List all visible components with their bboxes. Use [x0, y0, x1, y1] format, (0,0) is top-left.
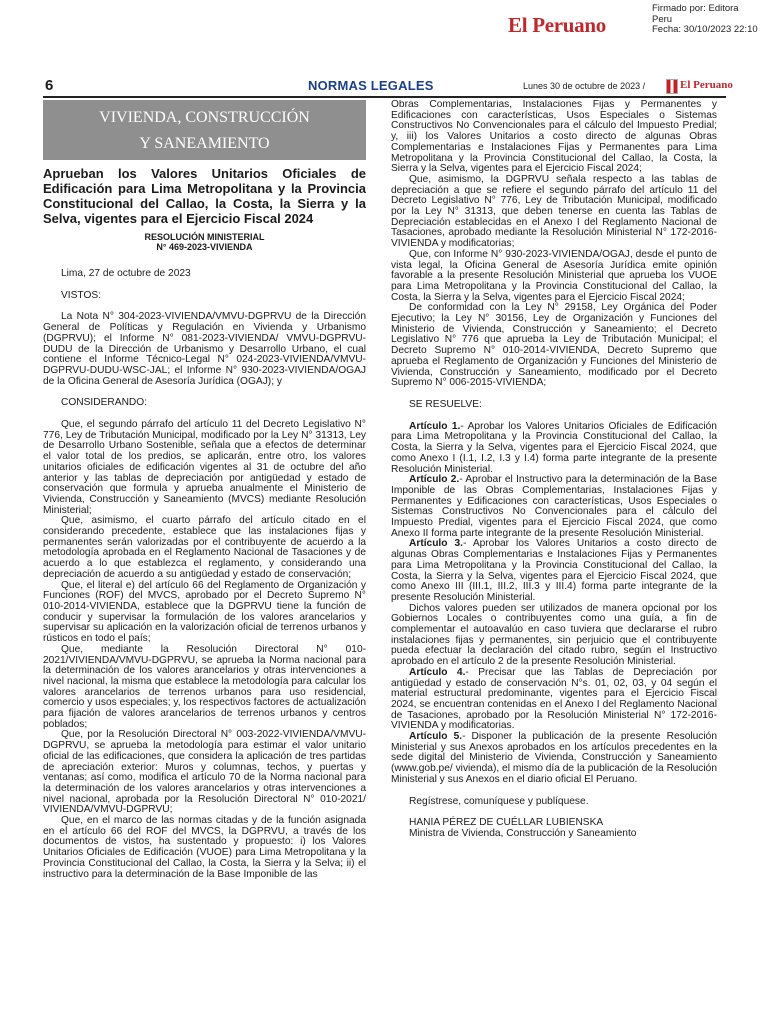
- header-logo: El Peruano: [680, 79, 733, 91]
- considerando-paragraph: De conformidad con la Ley N° 29158, Ley Orgánica del Poder Ejecutivo; la Ley N° 30156, Ley de Organización y Funciones del Ministerio de Vivienda, Construcción y Saneamiento; el Decreto Legislativo N° 776 que aprueba la Ley de Tributación Municipal; el Decreto Supremo N° 010-2014-VIVIENDA, Decreto Supremo que aprueba el Reglamento de Organización y Funciones del Ministerio de Vivienda, Construcción y Saneamiento, modificado por el Decreto Supremo N° 006-2015-VIVIENDA;: [391, 302, 717, 389]
- article-2: [391, 475, 717, 539]
- right-column: [391, 100, 717, 1015]
- article-4: [391, 668, 717, 732]
- considerando-paragraph: Que, en el marco de las normas citadas y de la función asignada en el artículo 66 del ROF del MVCS, la DGPRVU, a través de los documentos de vistos, ha sustentado y propuesto: i) los Valores Unitarios Oficiales de Edificación (VUOE) para Lima Metropolitana y la Provincia Constitucional del Callao, la Costa, la Sierra y la Selva; ii) el instructivo para la determinación de la Base Imponible de las: [43, 815, 366, 880]
- article-text: Dichos valores pueden ser utilizados de manera opcional por los Gobiernos Locales o contribuyentes como una guía, a fin de complementar el autoavalúo en caso tuviera que declararse el rubro instalaciones fijas y permanentes, sin perjuicio que el contribuyente pueda efectuar la declaración del citado rubro, según el Instructivo aprobado en el artículo 2 de la presente Resolución Ministerial.: [391, 602, 717, 668]
- ministry-banner: [43, 100, 366, 160]
- section-title: NORMAS LEGALES: [308, 78, 434, 93]
- continued-paragraph: Obras Complementarias, Instalaciones Fijas y Permanentes y Edificaciones con características, Usos Especiales o Sistemas Constructivos No Convencionales para el cálculo del Impuesto Predial; y, iii) los Valores Unitarios a costo directo de algunas Obras Complementarias e Instalaciones Fijas y Permanentes para Lima Metropolitana y la Provincia Constitucional del Callao, la Costa, la Sierra y la Selva, vigentes para el Ejercicio Fiscal 2024;: [391, 100, 717, 175]
- article-label: Artículo 3.: [409, 538, 463, 550]
- vistos-label: VISTOS:: [61, 289, 102, 301]
- article-5: [391, 732, 717, 786]
- considerando-paragraph: Que, con Informe N° 930-2023-VIVIENDA/OGAJ, desde el punto de vista legal, la Oficina General de Asesoría Jurídica emite opinión favorable a la presente Resolución Ministerial que aprueba los VUOE para Lima Metropolitana y la Provincia Constitucional del Callao, la Costa, la Sierra y la Selva, vigentes para el Ejercicio Fiscal 2024;: [391, 248, 717, 303]
- resuelve-label: SE RESUELVE:: [409, 398, 482, 410]
- considerando-paragraph: Que, por la Resolución Directoral N° 003-2022-VIVIENDA/VMVU-DGPRVU, se aprueba la metodología para estimar el valor unitario oficial de las edificaciones, que considera la aplicación de tres partidas de apreciación exterior: Muros y columnas, techos, y puertas y ventanas; así como, modifica el artículo 70 de la Norma nacional para la determinación de los valores arancelarios y otras intervenciones a nivel nacional, aprobada por la Resolución Directoral N° 010-2021/ VIVIENDA/VMVU-DGPRVU;: [43, 729, 366, 816]
- signature-line: Fecha: 30/10/2023 22:10: [652, 24, 758, 35]
- article-text: - Aprobar los Valores Unitarios a costo directo de algunas Obras Complementarias e Instalaciones Fijas y Permanentes para Lima Metropolitana y la Provincia Constitucional del Callao, la Costa, la Sierra y la Selva, vigentes para el Ejercicio Fiscal 2024, que como Anexo III (III.1, III.2, III.3 y III.4) forma parte integrante de la presente Resolución Ministerial.: [391, 538, 717, 603]
- article-3: [391, 539, 717, 603]
- date-line: Lima, 27 de octubre de 2023: [61, 268, 191, 279]
- digital-signature-box: [500, 4, 768, 40]
- signer-name: HANIA PÉREZ DE CUÉLLAR LUBIENSKA: [409, 817, 604, 829]
- resolution-line: RESOLUCIÓN MINISTERIAL: [144, 232, 265, 242]
- signature-line: Firmado por: Editora: [652, 3, 739, 14]
- resolution-line: N° 469-2023-VIVIENDA: [156, 242, 253, 252]
- article-label: Artículo 2.: [409, 474, 460, 486]
- article-text: - Aprobar los Valores Unitarios Oficiales de Edificación para Lima Metropolitana y la Provincia Constitucional del Callao, la Costa, la Sierra y la Selva, vigentes para el Ejercicio Fiscal 2024, que como Anexo I (I.1, I.2, I.3 y I.4) forma parte integrante de la presente Resolución Ministerial.: [391, 420, 717, 475]
- closing-line: Regístrese, comuníquese y publíquese.: [409, 795, 589, 807]
- banner-line: VIVIENDA, CONSTRUCCIÓN: [99, 109, 310, 126]
- article-label: Artículo 4.: [409, 666, 466, 678]
- document-title: Aprueban los Valores Unitarios Oficiales de Edificación para Lima Metropolitana y la Provincia Constitucional del Callao, la Costa, la Sierra y la Selva, vigentes para el Ejercicio Fiscal 2024: [43, 166, 366, 226]
- considerando-paragraph: Que, mediante la Resolución Directoral N° 010-2021/VIVIENDA/VMVU-DGPRVU, se aprueba la Norma nacional para la determinación de los valores arancelarios y otras intervenciones a nivel nacional, la misma que establece la metodología para calcular los valores arancelarios de terrenos urbanos para uso residencial, comercio y usos especiales; y, los respectivos factores de actualización para fijación de valores arancelarios de terrenos urbanos y centros poblados;: [43, 643, 366, 730]
- article-label: Artículo 1.: [409, 420, 461, 432]
- considerando-paragraph: Que, el segundo párrafo del artículo 11 del Decreto Legislativo N° 776, Ley de Tributación Municipal, modificado por la Ley N° 31313, Ley de Desarrollo Urbano Sostenible, señala que a efectos de determinar el valor total de los predios, se aplicarán, entre otro, los valores unitarios oficiales de edificación vigentes al 31 de octubre del año anterior y las tablas de depreciación por antigüedad y estado de conservación que formula y aprueba anualmente el Ministerio de Vivienda, Construcción y Saneamiento (MVCS) mediante Resolución Ministerial;: [43, 419, 366, 516]
- page-header: [43, 76, 733, 98]
- considerando-paragraph: Que, el literal e) del artículo 66 del Reglamento de Organización y Funciones (ROF) del MVCS, aprobado por el Decreto Supremo N° 010-2014-VIVIENDA, establece que la DGPRVU tiene la función de conducir y supervisar la formulación de los valores arancelarios y supervisar su aplicación en la valorización oficial de terrenos urbanos y rústicos en todo el país;: [43, 579, 366, 645]
- article-3-continuation: [391, 604, 717, 668]
- banner-line: Y SANEAMIENTO: [139, 135, 270, 152]
- left-column: [43, 100, 366, 1015]
- article-text: - Precisar que las Tablas de Depreciación por antigüedad y estado de conservación N°s. 01, 02, 03, y 04 según el material estructural predominante, vigentes para el Ejercicio Fiscal 2024, se encuentran contenidas en el Anexo I del Reglamento Nacional de Tasaciones, aprobado por la Resolución Ministerial N° 172-2016-VIVIENDA y modificatorias.: [391, 666, 717, 732]
- considerando-label: CONSIDERANDO:: [61, 397, 148, 409]
- considerando-paragraph: Que, asimismo, la DGPRVU señala respecto a las tablas de depreciación a que se refiere el segundo párrafo del artículo 11 del Decreto Legislativo N° 776, Ley de Tributación Municipal, modificado por la Ley N° 31313, que deben tenerse en cuenta las Tablas de Depreciación establecidas en el Anexo I del Reglamento Nacional de Tasaciones, aprobado mediante la Resolución Ministerial N° 172-2016-VIVIENDA y modificatorias;: [391, 173, 717, 250]
- considerando-paragraph: Que, asimismo, el cuarto párrafo del artículo citado en el considerando precedente, establece que las instalaciones fijas y permanentes serán valorizadas por el contribuyente de acuerdo a la metodología aprobada en el Reglamento Nacional de Tasaciones y de acuerdo a lo que establezca el reglamento, y considerando una depreciación de acuerdo a su antigüedad y estado de conservación;: [43, 515, 366, 580]
- signature-text: [652, 4, 758, 36]
- page-number: 6: [45, 77, 54, 94]
- article-text: - Aprobar el Instructivo para la determinación de la Base Imponible de las Obras Complementarias, Instalaciones Fijas y Permanentes y Edificaciones con características, Usos Especiales o Sistemas Constructivos No Convencionales para el cálculo del Impuesto Predial, vigentes para el Ejercicio Fiscal 2024, que como Anexo II forma parte integrante de la presente Resolución Ministerial.: [391, 474, 717, 539]
- header-date: Lunes 30 de octubre de 2023 /: [523, 81, 646, 91]
- article-label: Artículo 5.: [409, 731, 463, 743]
- article-1: [391, 422, 717, 476]
- el-peruano-logo: El Peruano: [508, 13, 606, 37]
- article-text: - Disponer la publicación de la presente Resolución Ministerial y sus Anexos aprobados en los artículos precedentes en la sede digital del Ministerio de Vivienda, Construcción y Saneamiento (www.gob.pe/ vivienda), el mismo día de la publicación de la Resolución Ministerial y sus Anexos en el diario oficial El Peruano.: [391, 731, 717, 785]
- signer-title: Ministra de Vivienda, Construcción y Saneamiento: [409, 828, 637, 839]
- resolution-number: [43, 232, 366, 252]
- signature-line: Peru: [652, 13, 673, 25]
- vistos-paragraph: La Nota N° 304-2023-VIVIENDA/VMVU-DGPRVU de la Dirección General de Políticas y Regulación en Vivienda y Urbanismo (DGPRVU); el Informe N° 081-2023-VIVIENDA/ VMVU-DGPRVU-DUDU de la Dirección de Urbanismo y Desarrollo Urbano, el cual contiene el Informe Técnico-Legal N° 024-2023-VIVIENDA/VMVU-DGPRVU-DUDU-WSC-JAL; el Informe N° 930-2023-VIVIENDA/OGAJ de la Oficina General de Asesoría Jurídica (OGAJ); y: [43, 311, 366, 387]
- coat-of-arms-icon: [666, 79, 678, 94]
